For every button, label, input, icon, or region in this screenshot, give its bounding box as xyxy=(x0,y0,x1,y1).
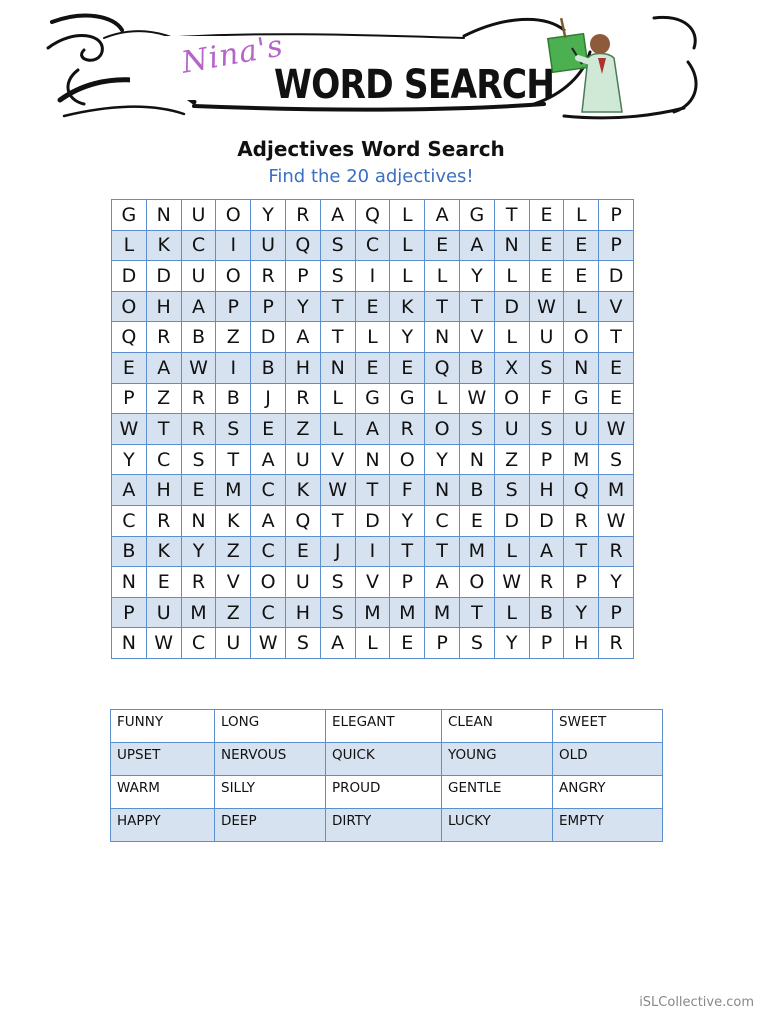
grid-letter-cell[interactable]: T xyxy=(320,505,355,536)
grid-letter-cell[interactable]: T xyxy=(390,536,425,567)
grid-letter-cell[interactable]: R xyxy=(146,505,181,536)
grid-letter-cell[interactable]: E xyxy=(112,352,147,383)
grid-letter-cell[interactable]: L xyxy=(564,291,599,322)
grid-letter-cell[interactable]: A xyxy=(425,200,460,231)
grid-letter-cell[interactable]: S xyxy=(320,567,355,598)
grid-row xyxy=(112,597,634,628)
grid-letter-cell[interactable]: L xyxy=(425,383,460,414)
grid-letter-cell[interactable]: E xyxy=(529,230,564,261)
grid-letter-cell[interactable]: W xyxy=(251,628,286,659)
grid-letter-cell[interactable]: D xyxy=(146,261,181,292)
grid-letter-cell[interactable]: B xyxy=(216,383,251,414)
grid-letter-cell[interactable]: W xyxy=(529,291,564,322)
grid-letter-cell[interactable]: G xyxy=(564,383,599,414)
grid-letter-cell[interactable]: M xyxy=(459,536,494,567)
grid-letter-cell[interactable]: E xyxy=(425,230,460,261)
grid-letter-cell[interactable]: S xyxy=(494,475,529,506)
grid-letter-cell[interactable]: N xyxy=(425,475,460,506)
grid-letter-cell[interactable]: L xyxy=(390,230,425,261)
word-list-item: HAPPY xyxy=(111,809,215,842)
grid-letter-cell[interactable]: Y xyxy=(181,536,216,567)
word-list-item: GENTLE xyxy=(442,776,553,809)
page-subtitle: Find the 20 adjectives! xyxy=(268,166,474,187)
grid-letter-cell[interactable]: Z xyxy=(285,414,320,445)
grid-letter-cell[interactable]: I xyxy=(216,352,251,383)
grid-letter-cell[interactable]: N xyxy=(112,628,147,659)
grid-letter-cell[interactable]: K xyxy=(146,230,181,261)
grid-letter-cell[interactable]: H xyxy=(285,352,320,383)
grid-letter-cell[interactable]: L xyxy=(390,200,425,231)
word-list-table xyxy=(110,709,663,842)
word-list-item: ELEGANT xyxy=(326,710,442,743)
grid-letter-cell[interactable]: C xyxy=(181,230,216,261)
grid-letter-cell[interactable]: U xyxy=(251,230,286,261)
grid-letter-cell[interactable]: L xyxy=(564,200,599,231)
grid-letter-cell[interactable]: Y xyxy=(564,597,599,628)
grid-letter-cell[interactable]: E xyxy=(355,352,390,383)
grid-letter-cell[interactable]: E xyxy=(251,414,286,445)
grid-letter-cell[interactable]: Y xyxy=(425,444,460,475)
grid-letter-cell[interactable]: F xyxy=(390,475,425,506)
grid-letter-cell[interactable]: N xyxy=(181,505,216,536)
grid-letter-cell[interactable]: H xyxy=(529,475,564,506)
grid-letter-cell[interactable]: D xyxy=(355,505,390,536)
grid-row xyxy=(112,322,634,353)
grid-letter-cell[interactable]: T xyxy=(216,444,251,475)
grid-row xyxy=(112,200,634,231)
grid-letter-cell[interactable]: T xyxy=(459,291,494,322)
grid-letter-cell[interactable]: Z xyxy=(494,444,529,475)
grid-letter-cell[interactable]: T xyxy=(146,414,181,445)
grid-letter-cell[interactable]: C xyxy=(146,444,181,475)
grid-letter-cell[interactable]: L xyxy=(494,261,529,292)
grid-letter-cell[interactable]: G xyxy=(390,383,425,414)
grid-letter-cell[interactable]: T xyxy=(599,322,634,353)
grid-letter-cell[interactable]: N xyxy=(112,567,147,598)
grid-letter-cell[interactable]: E xyxy=(181,475,216,506)
grid-letter-cell[interactable]: R xyxy=(564,505,599,536)
grid-letter-cell[interactable]: E xyxy=(564,230,599,261)
page-title: Adjectives Word Search xyxy=(237,137,505,161)
grid-letter-cell[interactable]: U xyxy=(494,414,529,445)
grid-letter-cell[interactable]: D xyxy=(494,505,529,536)
word-list-item: ANGRY xyxy=(553,776,663,809)
grid-letter-cell[interactable]: P xyxy=(112,383,147,414)
grid-letter-cell[interactable]: L xyxy=(494,597,529,628)
grid-row xyxy=(112,230,634,261)
grid-letter-cell[interactable]: E xyxy=(390,352,425,383)
grid-letter-cell[interactable]: S xyxy=(320,230,355,261)
grid-letter-cell[interactable]: Q xyxy=(425,352,460,383)
grid-letter-cell[interactable]: I xyxy=(355,261,390,292)
grid-letter-cell[interactable]: A xyxy=(146,352,181,383)
grid-letter-cell[interactable]: O xyxy=(112,291,147,322)
grid-letter-cell[interactable]: T xyxy=(459,597,494,628)
word-list-item: SWEET xyxy=(553,710,663,743)
grid-letter-cell[interactable]: Q xyxy=(285,230,320,261)
grid-letter-cell[interactable]: P xyxy=(599,200,634,231)
grid-letter-cell[interactable]: K xyxy=(146,536,181,567)
grid-letter-cell[interactable]: D xyxy=(112,261,147,292)
grid-letter-cell[interactable]: J xyxy=(251,383,286,414)
grid-letter-cell[interactable]: K xyxy=(390,291,425,322)
word-list-item: CLEAN xyxy=(442,710,553,743)
grid-letter-cell[interactable]: A xyxy=(355,414,390,445)
grid-letter-cell[interactable]: Y xyxy=(112,444,147,475)
grid-letter-cell[interactable]: C xyxy=(112,505,147,536)
word-list-item: LONG xyxy=(215,710,326,743)
grid-letter-cell[interactable]: C xyxy=(251,597,286,628)
grid-letter-cell[interactable]: O xyxy=(390,444,425,475)
grid-letter-cell[interactable]: C xyxy=(181,628,216,659)
grid-letter-cell[interactable]: Q xyxy=(285,505,320,536)
grid-letter-cell[interactable]: T xyxy=(425,291,460,322)
grid-row xyxy=(112,505,634,536)
grid-letter-cell[interactable]: F xyxy=(529,383,564,414)
grid-letter-cell[interactable]: Y xyxy=(285,291,320,322)
word-list-item: NERVOUS xyxy=(215,743,326,776)
grid-letter-cell[interactable]: V xyxy=(320,444,355,475)
word-list-item: WARM xyxy=(111,776,215,809)
grid-letter-cell[interactable]: Y xyxy=(390,505,425,536)
grid-letter-cell[interactable]: R xyxy=(181,567,216,598)
word-list-item: FUNNY xyxy=(111,710,215,743)
grid-row xyxy=(112,414,634,445)
grid-letter-cell[interactable]: U xyxy=(529,322,564,353)
word-list-item: OLD xyxy=(553,743,663,776)
grid-letter-cell[interactable]: V xyxy=(216,567,251,598)
grid-letter-cell[interactable]: S xyxy=(529,414,564,445)
grid-letter-cell[interactable]: R xyxy=(146,322,181,353)
grid-letter-cell[interactable]: A xyxy=(285,322,320,353)
grid-letter-cell[interactable]: S xyxy=(459,414,494,445)
grid-letter-cell[interactable]: X xyxy=(494,352,529,383)
grid-letter-cell[interactable]: O xyxy=(216,261,251,292)
grid-letter-cell[interactable]: L xyxy=(320,383,355,414)
grid-letter-cell[interactable]: M xyxy=(599,475,634,506)
grid-letter-cell[interactable]: Z xyxy=(216,322,251,353)
grid-letter-cell[interactable]: W xyxy=(459,383,494,414)
grid-letter-cell[interactable]: Z xyxy=(216,536,251,567)
grid-letter-cell[interactable]: B xyxy=(112,536,147,567)
grid-letter-cell[interactable]: B xyxy=(181,322,216,353)
grid-letter-cell[interactable]: Y xyxy=(251,200,286,231)
brand-script-text: Nina's xyxy=(178,28,287,81)
grid-letter-cell[interactable]: O xyxy=(216,200,251,231)
grid-letter-cell[interactable]: S xyxy=(320,261,355,292)
grid-letter-cell[interactable]: E xyxy=(529,200,564,231)
grid-letter-cell[interactable]: K xyxy=(216,505,251,536)
footer-credit: iSLCollective.com xyxy=(639,995,754,1010)
word-list-item: UPSET xyxy=(111,743,215,776)
word-list-item: PROUD xyxy=(326,776,442,809)
grid-letter-cell[interactable]: W xyxy=(599,505,634,536)
grid-row xyxy=(112,567,634,598)
grid-letter-cell[interactable]: E xyxy=(529,261,564,292)
grid-letter-cell[interactable]: P xyxy=(425,628,460,659)
grid-letter-cell[interactable]: A xyxy=(425,567,460,598)
grid-letter-cell[interactable]: U xyxy=(146,597,181,628)
word-list-row xyxy=(111,776,663,809)
grid-letter-cell[interactable]: O xyxy=(251,567,286,598)
grid-letter-cell[interactable]: A xyxy=(320,200,355,231)
grid-letter-cell[interactable]: M xyxy=(355,597,390,628)
grid-letter-cell[interactable]: P xyxy=(216,291,251,322)
word-list-item: EMPTY xyxy=(553,809,663,842)
header-banner xyxy=(44,8,704,124)
grid-letter-cell[interactable]: D xyxy=(494,291,529,322)
grid-letter-cell[interactable]: P xyxy=(599,597,634,628)
grid-letter-cell[interactable]: E xyxy=(355,291,390,322)
grid-letter-cell[interactable]: R xyxy=(251,261,286,292)
grid-letter-cell[interactable]: T xyxy=(355,475,390,506)
grid-letter-cell[interactable]: M xyxy=(216,475,251,506)
grid-letter-cell[interactable]: T xyxy=(494,200,529,231)
letter-grid xyxy=(111,199,634,659)
grid-letter-cell[interactable]: Z xyxy=(146,383,181,414)
grid-letter-cell[interactable]: N xyxy=(425,322,460,353)
grid-letter-cell[interactable]: N xyxy=(146,200,181,231)
grid-letter-cell[interactable]: B xyxy=(459,475,494,506)
grid-letter-cell[interactable]: P xyxy=(529,628,564,659)
grid-letter-cell[interactable]: E xyxy=(146,567,181,598)
grid-letter-cell[interactable]: M xyxy=(425,597,460,628)
grid-letter-cell[interactable]: R xyxy=(181,383,216,414)
grid-letter-cell[interactable]: M xyxy=(390,597,425,628)
grid-letter-cell[interactable]: S xyxy=(529,352,564,383)
grid-row xyxy=(112,291,634,322)
word-list-item: QUICK xyxy=(326,743,442,776)
grid-letter-cell[interactable]: N xyxy=(494,230,529,261)
grid-letter-cell[interactable]: P xyxy=(390,567,425,598)
grid-letter-cell[interactable]: Q xyxy=(112,322,147,353)
grid-letter-cell[interactable]: O xyxy=(459,567,494,598)
grid-letter-cell[interactable]: P xyxy=(599,230,634,261)
grid-letter-cell[interactable]: A xyxy=(112,475,147,506)
grid-letter-cell[interactable]: S xyxy=(320,597,355,628)
grid-letter-cell[interactable]: R xyxy=(529,567,564,598)
grid-letter-cell[interactable]: T xyxy=(564,536,599,567)
grid-row xyxy=(112,536,634,567)
grid-letter-cell[interactable]: H xyxy=(146,291,181,322)
grid-letter-cell[interactable]: H xyxy=(564,628,599,659)
grid-row xyxy=(112,352,634,383)
grid-letter-cell[interactable]: U xyxy=(181,200,216,231)
grid-letter-cell[interactable]: V xyxy=(459,322,494,353)
grid-letter-cell[interactable]: S xyxy=(181,444,216,475)
grid-letter-cell[interactable]: E xyxy=(459,505,494,536)
grid-letter-cell[interactable]: G xyxy=(459,200,494,231)
grid-row xyxy=(112,475,634,506)
grid-letter-cell[interactable]: L xyxy=(355,628,390,659)
word-list-item: SILLY xyxy=(215,776,326,809)
grid-letter-cell[interactable]: N xyxy=(564,352,599,383)
grid-letter-cell[interactable]: T xyxy=(320,291,355,322)
word-list-item: DIRTY xyxy=(326,809,442,842)
grid-letter-cell[interactable]: I xyxy=(355,536,390,567)
grid-letter-cell[interactable]: R xyxy=(285,200,320,231)
grid-letter-cell[interactable]: W xyxy=(494,567,529,598)
grid-letter-cell[interactable]: W xyxy=(112,414,147,445)
grid-letter-cell[interactable]: R xyxy=(599,628,634,659)
grid-letter-cell[interactable]: V xyxy=(599,291,634,322)
grid-letter-cell[interactable]: P xyxy=(285,261,320,292)
grid-letter-cell[interactable]: A xyxy=(529,536,564,567)
grid-letter-cell[interactable]: U xyxy=(285,444,320,475)
word-list-item: DEEP xyxy=(215,809,326,842)
grid-letter-cell[interactable]: P xyxy=(251,291,286,322)
grid-letter-cell[interactable]: U xyxy=(216,628,251,659)
grid-row xyxy=(112,383,634,414)
grid-letter-cell[interactable]: A xyxy=(320,628,355,659)
grid-letter-cell[interactable]: M xyxy=(181,597,216,628)
grid-letter-cell[interactable]: O xyxy=(564,322,599,353)
grid-letter-cell[interactable]: L xyxy=(425,261,460,292)
grid-letter-cell[interactable]: Y xyxy=(459,261,494,292)
grid-letter-cell[interactable]: E xyxy=(599,383,634,414)
grid-letter-cell[interactable]: A xyxy=(181,291,216,322)
grid-letter-cell[interactable]: C xyxy=(355,230,390,261)
grid-letter-cell[interactable]: T xyxy=(425,536,460,567)
grid-letter-cell[interactable]: S xyxy=(285,628,320,659)
grid-letter-cell[interactable]: Y xyxy=(599,567,634,598)
grid-letter-cell[interactable]: A xyxy=(251,505,286,536)
grid-letter-cell[interactable]: U xyxy=(285,567,320,598)
grid-letter-cell[interactable]: S xyxy=(216,414,251,445)
grid-letter-cell[interactable]: Q xyxy=(564,475,599,506)
grid-letter-cell[interactable]: U xyxy=(181,261,216,292)
grid-letter-cell[interactable]: P xyxy=(529,444,564,475)
grid-row xyxy=(112,628,634,659)
grid-letter-cell[interactable]: L xyxy=(355,322,390,353)
grid-letter-cell[interactable]: Z xyxy=(216,597,251,628)
grid-letter-cell[interactable]: C xyxy=(251,536,286,567)
brand-title-text: WORD SEARCH xyxy=(274,62,555,108)
grid-letter-cell[interactable]: M xyxy=(564,444,599,475)
grid-letter-cell[interactable]: L xyxy=(494,536,529,567)
grid-letter-cell[interactable]: D xyxy=(599,261,634,292)
word-list-row xyxy=(111,710,663,743)
grid-letter-cell[interactable]: O xyxy=(425,414,460,445)
grid-letter-cell[interactable]: U xyxy=(564,414,599,445)
grid-letter-cell[interactable]: J xyxy=(320,536,355,567)
grid-letter-cell[interactable]: L xyxy=(390,261,425,292)
grid-letter-cell[interactable]: G xyxy=(112,200,147,231)
grid-letter-cell[interactable]: G xyxy=(355,383,390,414)
word-list-item: YOUNG xyxy=(442,743,553,776)
grid-letter-cell[interactable]: W xyxy=(320,475,355,506)
grid-letter-cell[interactable]: C xyxy=(251,475,286,506)
word-list-row xyxy=(111,743,663,776)
grid-letter-cell[interactable]: L xyxy=(494,322,529,353)
grid-letter-cell[interactable]: E xyxy=(390,628,425,659)
grid-row xyxy=(112,261,634,292)
grid-letter-cell[interactable]: Y xyxy=(390,322,425,353)
grid-letter-cell[interactable]: P xyxy=(564,567,599,598)
grid-letter-cell[interactable]: N xyxy=(459,444,494,475)
grid-letter-cell[interactable]: L xyxy=(112,230,147,261)
grid-letter-cell[interactable]: C xyxy=(425,505,460,536)
grid-letter-cell[interactable]: P xyxy=(112,597,147,628)
word-list-item: LUCKY xyxy=(442,809,553,842)
grid-letter-cell[interactable]: T xyxy=(320,322,355,353)
grid-letter-cell[interactable]: W xyxy=(181,352,216,383)
grid-letter-cell[interactable]: N xyxy=(355,444,390,475)
grid-letter-cell[interactable]: E xyxy=(285,536,320,567)
grid-letter-cell[interactable]: V xyxy=(355,567,390,598)
grid-letter-cell[interactable]: D xyxy=(529,505,564,536)
grid-letter-cell[interactable]: R xyxy=(181,414,216,445)
grid-letter-cell[interactable]: B xyxy=(251,352,286,383)
grid-letter-cell[interactable]: B xyxy=(529,597,564,628)
grid-letter-cell[interactable]: I xyxy=(216,230,251,261)
teacher-pointing-board-icon xyxy=(542,14,634,118)
grid-letter-cell[interactable]: D xyxy=(251,322,286,353)
grid-letter-cell[interactable]: A xyxy=(459,230,494,261)
grid-letter-cell[interactable]: B xyxy=(459,352,494,383)
grid-letter-cell[interactable]: Y xyxy=(494,628,529,659)
grid-letter-cell[interactable]: S xyxy=(459,628,494,659)
grid-letter-cell[interactable]: R xyxy=(599,536,634,567)
grid-letter-cell[interactable]: H xyxy=(146,475,181,506)
grid-letter-cell[interactable]: K xyxy=(285,475,320,506)
grid-letter-cell[interactable]: Q xyxy=(355,200,390,231)
grid-letter-cell[interactable]: W xyxy=(599,414,634,445)
grid-letter-cell[interactable]: O xyxy=(494,383,529,414)
grid-letter-cell[interactable]: E xyxy=(599,352,634,383)
grid-letter-cell[interactable]: W xyxy=(146,628,181,659)
grid-letter-cell[interactable]: E xyxy=(564,261,599,292)
grid-letter-cell[interactable]: N xyxy=(320,352,355,383)
grid-letter-cell[interactable]: S xyxy=(599,444,634,475)
grid-letter-cell[interactable]: R xyxy=(390,414,425,445)
grid-letter-cell[interactable]: H xyxy=(285,597,320,628)
grid-letter-cell[interactable]: L xyxy=(320,414,355,445)
grid-letter-cell[interactable]: A xyxy=(251,444,286,475)
grid-row xyxy=(112,444,634,475)
grid-letter-cell[interactable]: R xyxy=(285,383,320,414)
word-list-row xyxy=(111,809,663,842)
